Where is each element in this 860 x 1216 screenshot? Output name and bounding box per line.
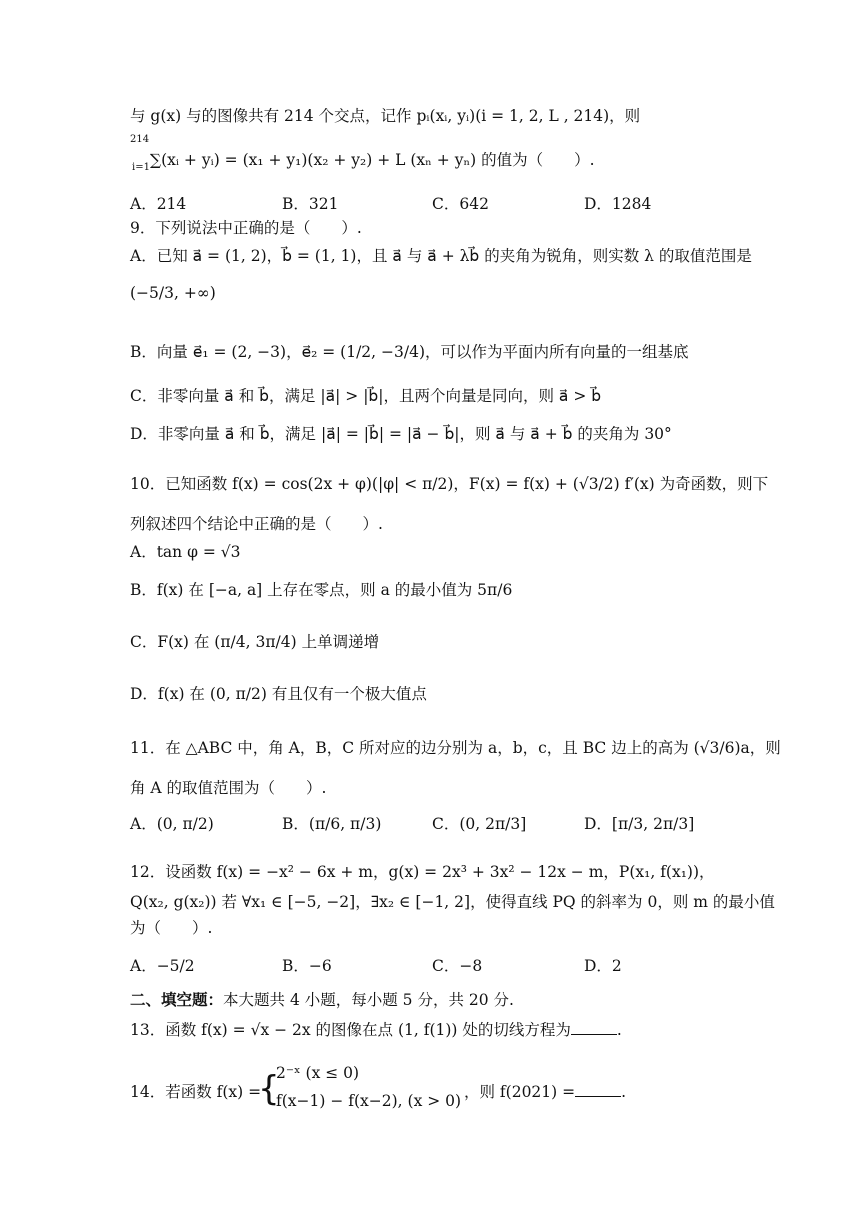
q8-option-c: C．642 xyxy=(432,195,489,213)
section2-desc: 本大题共 4 小题，每小题 5 分，共 20 分. xyxy=(223,991,514,1009)
q11-option-d: D．[π/3, 2π/3] xyxy=(584,815,695,833)
q9-option-c: C．非零向量 a⃗ 和 b⃗，满足 |a⃗| > |b⃗|，且两个向量是同向，则 a⃗ > b⃗ xyxy=(130,387,602,405)
q14-brace: { xyxy=(258,1069,280,1109)
q8-option-a: A．214 xyxy=(130,195,187,213)
q10-stem1: 10．已知函数 f(x) = cos(2x + φ)(|φ| < π/2)，F(x) = f(x) + (√3/2) f′(x) 为奇函数，则下 xyxy=(130,475,769,493)
q8-option-b: B．321 xyxy=(282,195,339,213)
q8-line2: ∑(xᵢ + yᵢ) = (x₁ + y₁)(x₂ + y₂) + L (xₙ + yₙ) 的值为（ ）. xyxy=(150,151,595,169)
q11-stem2: 角 A 的取值范围为（ ）. xyxy=(130,779,327,797)
q11-option-b: B．(π/6, π/3) xyxy=(282,815,382,833)
q13-line xyxy=(130,1018,622,1040)
q10-option-c: C．F(x) 在 (π/4, 3π/4) 上单调递增 xyxy=(130,633,380,651)
q8-option-d: D．1284 xyxy=(584,195,652,213)
q11-option-c: C．(0, 2π/3] xyxy=(432,815,527,833)
section2-heading xyxy=(130,988,514,1010)
q9-stem: 9．下列说法中正确的是（ ）. xyxy=(130,219,362,237)
q13-end: . xyxy=(616,1021,622,1039)
q9-option-a: A．已知 a⃗ = (1, 2)，b⃗ = (1, 1)，且 a⃗ 与 a⃗ + λb⃗ 的夹角为锐角，则实数 λ 的取值范围是 xyxy=(130,247,752,265)
q12-option-b: B．−6 xyxy=(282,957,332,975)
q14-case2: f(x−1) − f(x−2), (x > 0) xyxy=(276,1092,462,1110)
q11-stem1: 11．在 △ABC 中，角 A，B，C 所对应的边分别为 a，b，c，且 BC 边上的高为 (√3/6)a，则 xyxy=(130,739,781,757)
section2-title: 二、填空题： xyxy=(130,990,224,1009)
q14-answer-blank[interactable] xyxy=(575,1082,621,1097)
q12-stem1: 12．设函数 f(x) = −x² − 6x + m，g(x) = 2x³ + 3x² − 12x − m，P(x₁, f(x₁))， xyxy=(130,863,715,881)
q13-answer-blank[interactable] xyxy=(571,1020,617,1035)
q9-option-a-range: (−5/3, +∞) xyxy=(130,284,216,302)
q9-option-d: D．非零向量 a⃗ 和 b⃗，满足 |a⃗| = |b⃗| = |a⃗ − b⃗|，则 a⃗ 与 a⃗ + b⃗ 的夹角为 30° xyxy=(130,425,672,443)
q14-tail: ，则 f(2021) = xyxy=(464,1083,576,1101)
q8-line1: 与 g(x) 与的图像共有 214 个交点，记作 pᵢ(xᵢ, yᵢ)(i = 1, 2, L , 214)，则 xyxy=(130,107,641,125)
q13-text: 13．函数 f(x) = √x − 2x 的图像在点 (1, f(1)) 处的切线方程为 xyxy=(130,1021,571,1039)
q12-stem2: Q(x₂, g(x₂)) 若 ∀x₁ ∈ [−5, −2]，∃x₂ ∈ [−1, 2]，使得直线 PQ 的斜率为 0，则 m 的最小值 xyxy=(130,893,775,911)
q12-option-a: A．−5/2 xyxy=(130,957,195,975)
q11-option-a: A．(0, π/2) xyxy=(130,815,214,833)
q14-lead: 14．若函数 f(x) = xyxy=(130,1083,262,1101)
q12-stem3: 为（ ）. xyxy=(130,919,213,937)
q10-option-d: D．f(x) 在 (0, π/2) 有且仅有一个极大值点 xyxy=(130,685,427,703)
q12-option-c: C．−8 xyxy=(432,957,483,975)
q12-option-d: D．2 xyxy=(584,957,622,975)
q10-option-a: A．tan φ = √3 xyxy=(130,543,241,561)
q14-end: . xyxy=(621,1083,627,1101)
q10-option-b: B．f(x) 在 [−a, a] 上存在零点，则 a 的最小值为 5π/6 xyxy=(130,581,513,599)
sum-lower-limit: i=1 xyxy=(132,162,150,173)
q14-case1: 2⁻ˣ (x ≤ 0) xyxy=(276,1064,360,1082)
q10-stem2: 列叙述四个结论中正确的是（ ）. xyxy=(130,515,383,533)
sum-upper-limit: 214 xyxy=(130,134,150,145)
q14-tail-wrap xyxy=(464,1080,626,1102)
q9-option-b: B．向量 e⃗₁ = (2, −3)，e⃗₂ = (1/2, −3/4)，可以作为平面内所有向量的一组基底 xyxy=(130,343,689,361)
